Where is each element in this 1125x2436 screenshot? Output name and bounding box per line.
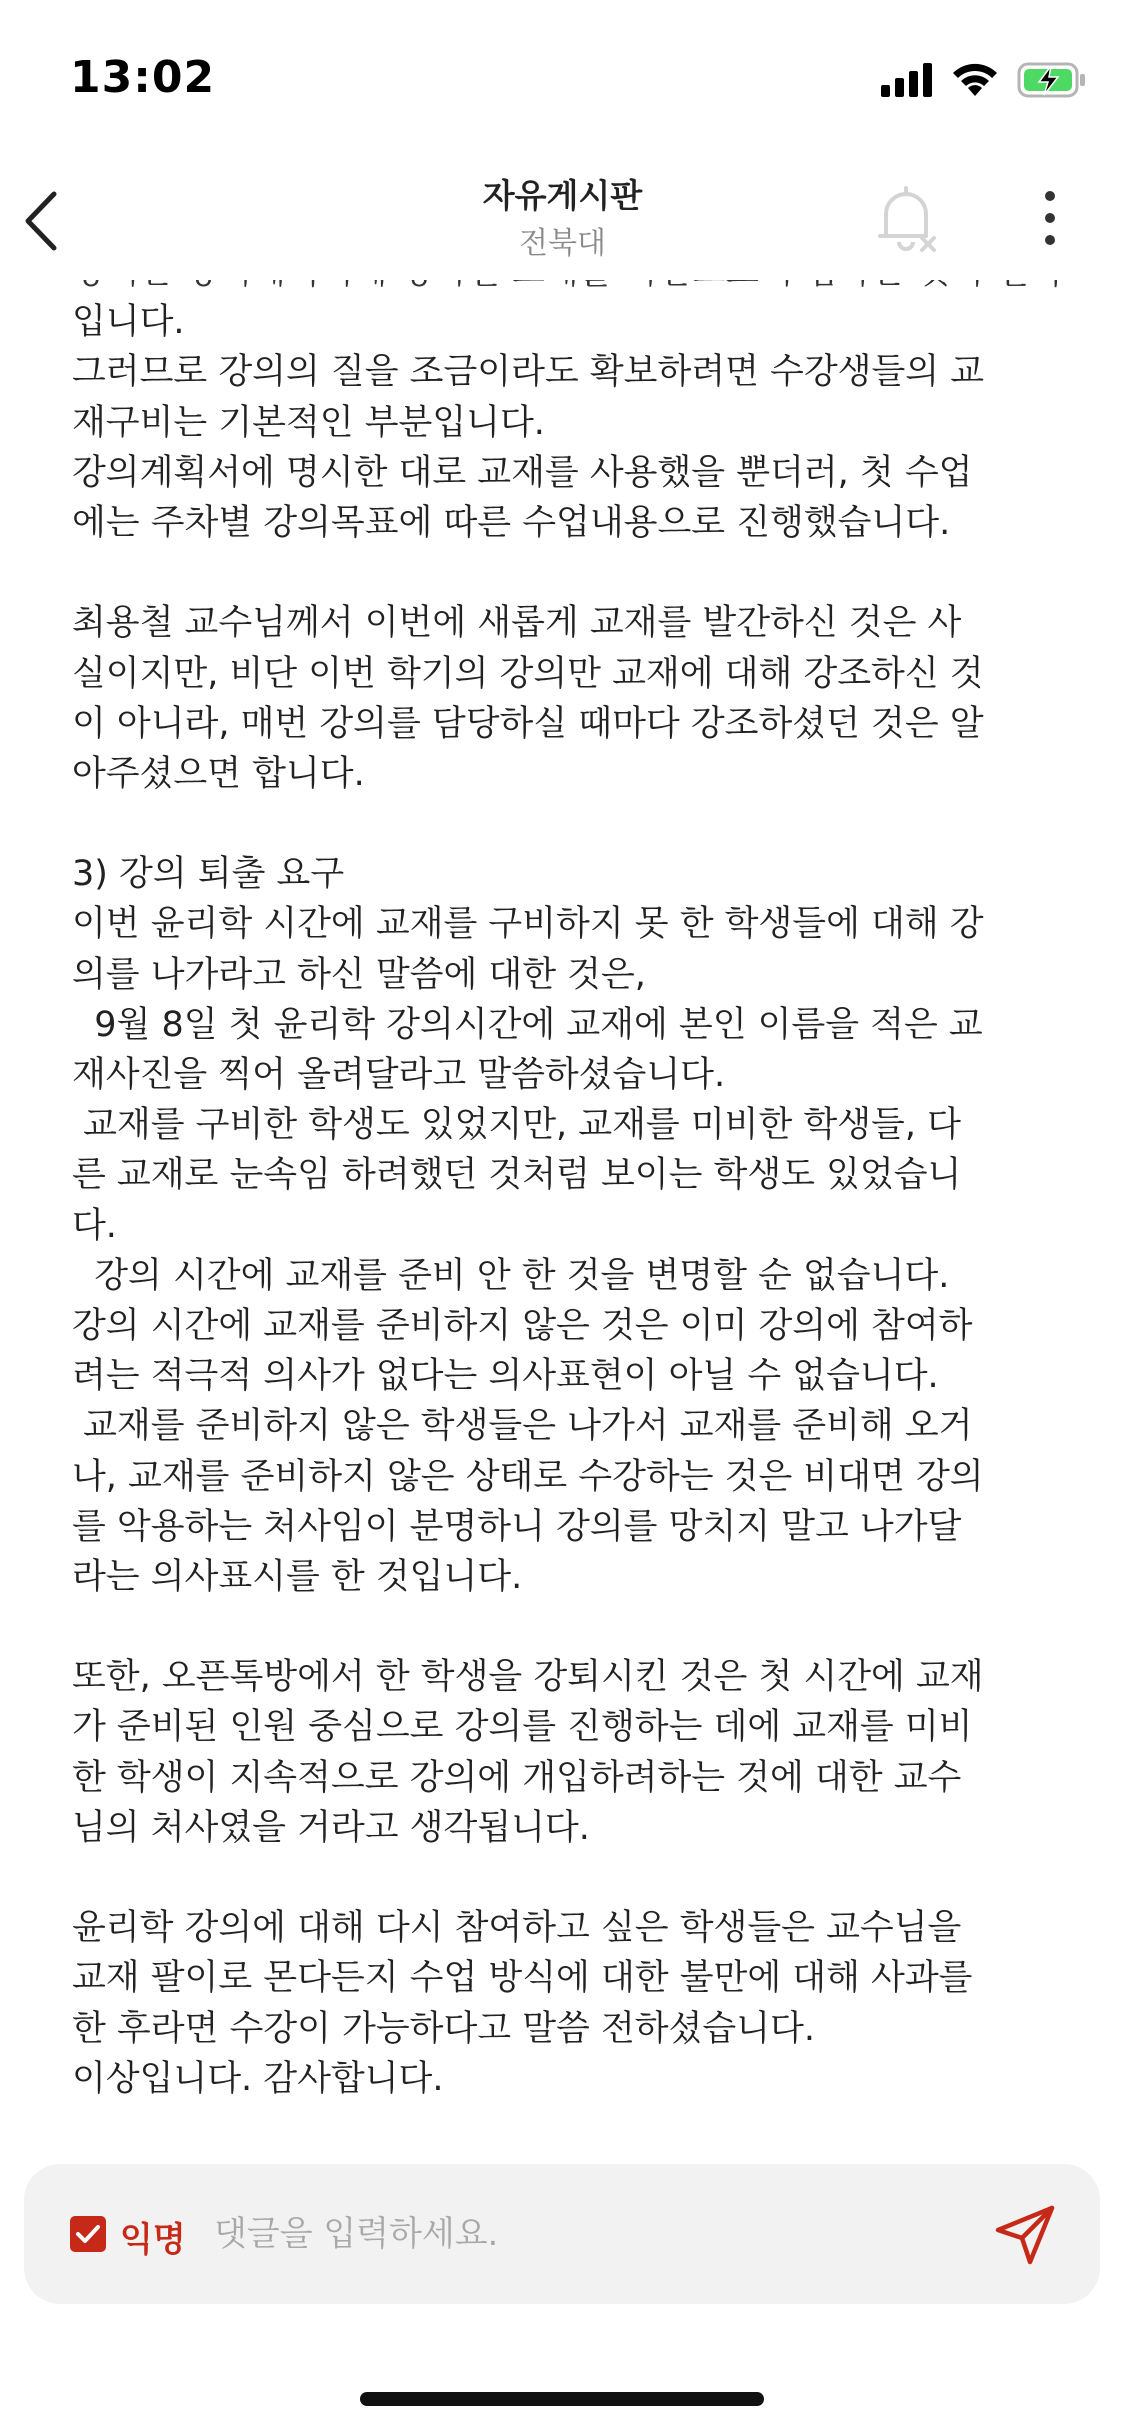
post-line: 이 아니라, 매번 강의를 담당하실 때마다 강조하셨던 것은 알 [72,703,984,744]
post-line: 최용철 교수님께서 이번에 새롭게 교재를 발간하신 것은 사 [72,603,962,644]
post-line [72,548,1062,598]
post-line [72,1853,1062,1903]
post-line: 를 악용하는 처사임이 분명하니 강의를 망치지 말고 나가달 [72,1506,962,1547]
checkmark-icon [70,2216,106,2252]
cellular-signal-icon [881,63,933,101]
post-line: 님의 처사였을 거라고 생각됩니다. [72,1807,590,1848]
post-line [72,1602,1062,1652]
board-title: 자유게시판 [482,176,643,215]
post-line: 입니다. [72,302,185,343]
status-icons [881,60,1087,104]
anonymous-checkbox[interactable] [70,2216,106,2252]
post-line: 3) 강의 퇴출 요구 [72,854,345,895]
post-line: 또한, 오픈톡방에서 한 학생을 강퇴시킨 것은 첫 시간에 교재 [72,1657,984,1698]
wifi-icon [951,62,999,102]
post-line: 한 후라면 수강이 가능하다고 말씀 전하셨습니다. [72,2008,815,2049]
post-line: 강의 시간에 교재를 준비하지 않은 것은 이미 강의에 참여하 [72,1305,973,1346]
post-line: 른 교재로 눈속임 하려했던 것처럼 보이는 학생도 있었습니 [72,1155,962,1196]
post-line: 재구비는 기본적인 부분입니다. [72,402,545,443]
post-line [72,799,1062,849]
status-bar [0,0,1125,150]
comment-input-bar [24,2164,1100,2304]
top-navigation-bar [0,150,1125,280]
post-body [72,247,1062,2104]
post-line: 한 학생이 지속적으로 강의에 개입하려하는 것에 대한 교수 [72,1757,962,1798]
send-button[interactable] [994,2202,1058,2266]
post-line: 이상입니다. 감사합니다. [72,2058,444,2099]
post-line: 강의 시간에 교재를 준비 안 한 것을 변명할 순 없습니다. [72,1255,950,1296]
post-line: 재사진을 찍어 올려달라고 말씀하셨습니다. [72,1055,726,1095]
more-options-button[interactable] [1030,188,1070,248]
post-line: 9월 8일 첫 윤리학 강의시간에 교재에 본인 이름을 적은 교 [72,1004,983,1045]
post-line: 다. [72,1205,117,1246]
post-line: 가 준비된 인원 중심으로 강의를 진행하는 데에 교재를 미비 [72,1707,973,1748]
post-line: 교재를 준비하지 않은 학생들은 나가서 교재를 준비해 오거 [72,1406,973,1447]
post-line: 에는 주차별 강의목표에 따른 수업내용으로 진행했습니다. [72,502,951,543]
more-vertical-icon [1030,188,1070,248]
post-line: 교재를 구비한 학생도 있었지만, 교재를 미비한 학생들, 다 [72,1105,961,1146]
send-icon [994,2202,1058,2266]
post-content-scroll[interactable] [0,280,1125,2110]
post-line: 아주셨으면 합니다. [72,753,365,794]
notification-toggle-button[interactable] [872,180,942,260]
battery-charging-icon [1017,61,1087,103]
post-line: 그러므로 강의의 질을 조금이라도 확보하려면 수강생들의 교 [72,352,985,393]
post-line: 윤리학 강의에 대해 다시 참여하고 싶은 학생들은 교수님을 [72,1908,962,1949]
post-line: 실이지만, 비단 이번 학기의 강의만 교재에 대해 강조하신 것 [72,653,984,694]
post-line: 라는 의사표시를 한 것입니다. [72,1556,523,1597]
post-line: 이번 윤리학 시간에 교재를 구비하지 못 한 학생들에 대해 강 [72,904,984,945]
board-subtitle: 전북대 [519,226,606,261]
post-line: 나, 교재를 준비하지 않은 상태로 수강하는 것은 비대면 강의 [72,1456,984,1497]
post-line: 강의계획서에 명시한 대로 교재를 사용했을 뿐더러, 첫 수업 [72,452,973,493]
bell-off-icon [872,180,942,260]
comment-input[interactable] [214,2204,974,2264]
post-line: 의를 나가라고 하신 말씀에 대한 것은, [72,954,646,995]
home-indicator[interactable] [360,2392,764,2406]
anonymous-label[interactable]: 익명 [120,2220,186,2260]
post-line: 려는 적극적 의사가 없다는 의사표현이 아닐 수 없습니다. [72,1356,939,1397]
post-line: 교재 팔이로 몬다든지 수업 방식에 대한 불만에 대해 사과를 [72,1958,973,1999]
status-time: 13:02 [70,52,216,103]
